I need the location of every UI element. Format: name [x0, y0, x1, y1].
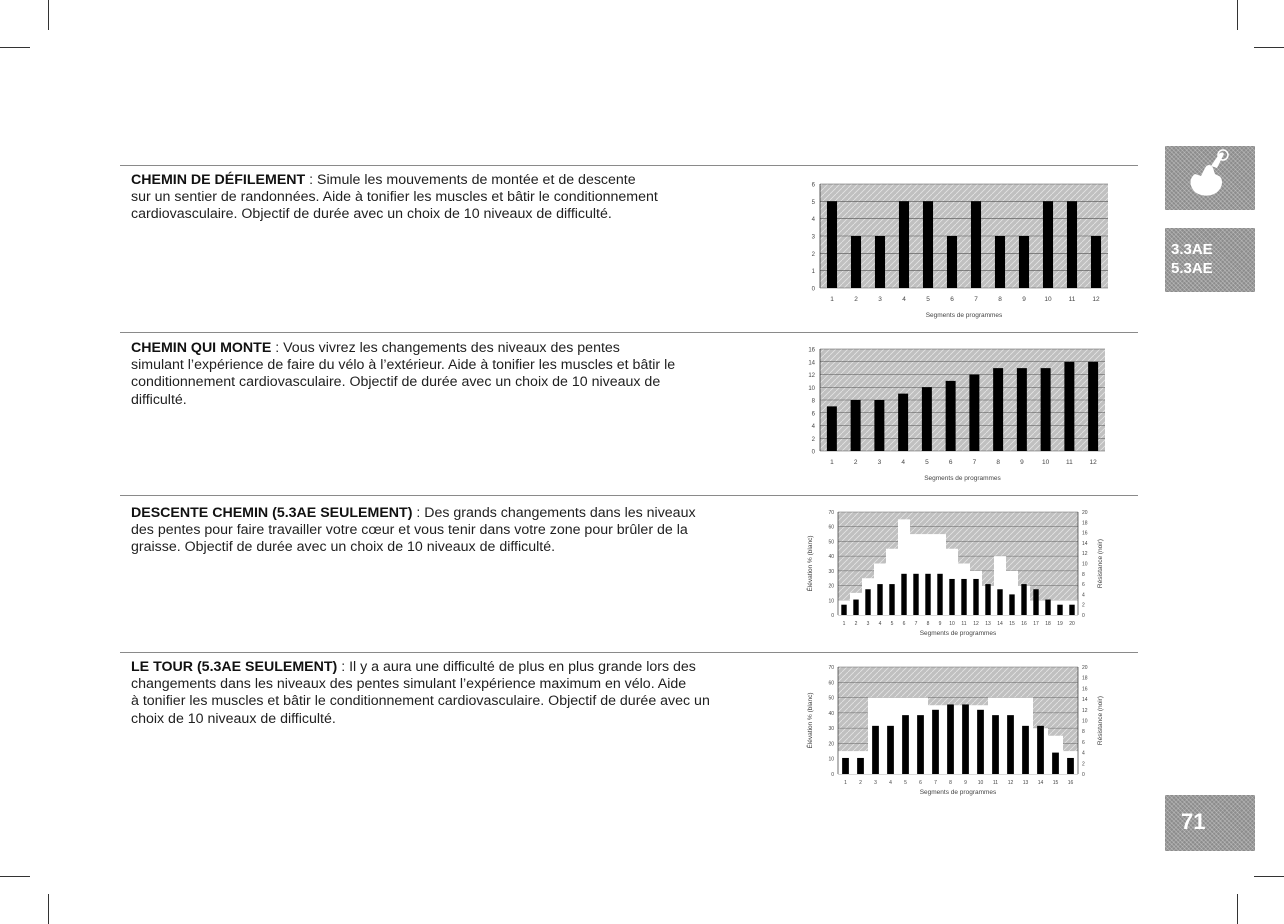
resistance-bar: [1052, 753, 1059, 774]
y-tick-label: 70: [828, 665, 834, 671]
y2-tick-label: 4: [1082, 592, 1085, 599]
x-tick-label: 12: [1092, 296, 1100, 303]
resistance-bar: [1045, 600, 1050, 615]
y2-tick-label: 8: [1082, 729, 1085, 736]
tour-chart: [800, 660, 1120, 802]
section-downhill-path: [131, 505, 791, 557]
x-tick-label: 8: [996, 459, 1000, 466]
section-body-line: : Des grands changements dans les niveaux: [412, 505, 696, 521]
bar: [1019, 236, 1029, 288]
resistance-bar: [901, 574, 906, 615]
section-body-line: : Vous vivrez les changements des niveaux des pentes: [271, 340, 620, 356]
y2-tick-label: 10: [1082, 718, 1088, 725]
x-tick-label: 20: [1069, 621, 1075, 627]
y2-tick-label: 6: [1082, 739, 1085, 746]
resistance-bar: [973, 579, 978, 615]
y2-tick-label: 12: [1082, 551, 1088, 558]
resistance-bar: [961, 579, 966, 615]
uphill-path-chart: [800, 343, 1120, 485]
bar: [1091, 236, 1101, 288]
section-body-line: : Simule les mouvements de montée et de descente: [305, 172, 636, 188]
y2-tick-label: 0: [1082, 772, 1085, 778]
downhill-path-chart: [800, 505, 1120, 647]
y-tick-label: 40: [828, 554, 834, 561]
x-tick-label: 17: [1033, 621, 1039, 627]
bar: [946, 381, 956, 451]
resistance-bar: [913, 574, 918, 615]
scroll-path-chart: [800, 176, 1120, 324]
section-body-line: simulant l’expérience de faire du vélo à l’extérieur. Aide à tonifier les muscles et bâtir le: [131, 357, 676, 374]
bar: [1067, 201, 1077, 288]
x-tick-label: 3: [877, 459, 882, 466]
x-tick-label: 7: [914, 621, 918, 627]
y-tick-label: 1: [811, 269, 815, 276]
resistance-bar: [1057, 605, 1062, 615]
x-tick-label: 12: [1007, 780, 1014, 786]
x-tick-label: 15: [1052, 780, 1059, 786]
x-tick-label: 2: [854, 621, 858, 627]
bar: [874, 400, 884, 451]
bar: [1043, 201, 1053, 288]
bar: [1064, 362, 1074, 451]
bar: [947, 236, 957, 288]
x-tick-label: 19: [1057, 621, 1063, 627]
x-tick-label: 6: [950, 296, 954, 303]
resistance-bar: [1067, 758, 1074, 774]
x-tick-label: 10: [1044, 296, 1052, 303]
section-uphill-path: [131, 340, 791, 409]
section-body-line: changements dans les niveaux des pentes simulant l’expérience maximum en vélo. Aide: [131, 676, 687, 693]
x-tick-label: 3: [878, 296, 882, 303]
resistance-bar: [889, 584, 894, 615]
y2-tick-label: 8: [1082, 571, 1085, 578]
bar: [1041, 368, 1051, 451]
y-tick-label: 10: [828, 756, 834, 763]
x-tick-label: 9: [1022, 296, 1026, 303]
y2-tick-label: 14: [1082, 540, 1088, 547]
x-tick-label: 7: [972, 459, 977, 466]
x-tick-label: 8: [998, 296, 1002, 303]
crop-mark: [48, 0, 49, 30]
section-divider: [120, 332, 1138, 333]
y-tick-label: 5: [811, 199, 815, 206]
resistance-bar: [1022, 726, 1029, 774]
resistance-bar: [902, 715, 909, 774]
section-body-line: : Il y a aura une difficulté de plus en plus grande lors des: [337, 659, 696, 675]
y-tick-label: 4: [811, 217, 815, 224]
x-tick-label: 7: [974, 296, 978, 303]
section-heading: DESCENTE CHEMIN (5.3AE SEULEMENT): [131, 505, 413, 521]
x-tick-label: 16: [1067, 780, 1074, 786]
x-tick-label: 9: [964, 780, 967, 786]
section-tour: [131, 659, 791, 728]
y-tick-label: 10: [828, 598, 834, 605]
y-tick-label: 6: [811, 182, 815, 189]
y-tick-label: 60: [828, 680, 834, 687]
section-body-line: choix de 10 niveaux de difficulté.: [131, 710, 336, 727]
resistance-bar: [1021, 584, 1026, 615]
x-tick-label: 8: [926, 621, 930, 627]
resistance-bar: [977, 710, 984, 774]
y-tick-label: 16: [808, 347, 815, 354]
model-tab: [1165, 228, 1255, 292]
y-tick-label: 20: [828, 583, 834, 590]
resistance-bar: [997, 589, 1002, 615]
bar: [1088, 362, 1098, 451]
crop-mark: [48, 894, 49, 924]
resistance-bar: [962, 704, 969, 774]
page-number-tab: [1165, 795, 1255, 851]
x-tick-label: 6: [902, 621, 906, 627]
x-tick-label: 15: [1009, 621, 1015, 627]
x-tick-label: 7: [934, 780, 937, 786]
y-tick-label: 2: [811, 251, 815, 258]
y-tick-label: 0: [831, 772, 834, 778]
crop-mark: [1237, 0, 1238, 30]
x-tick-label: 4: [902, 296, 906, 303]
x-tick-label: 3: [866, 621, 870, 627]
bar: [827, 201, 837, 288]
y-tick-label: 20: [828, 741, 834, 748]
bar: [993, 368, 1003, 451]
section-heading: LE TOUR (5.3AE SEULEMENT): [131, 659, 338, 675]
crop-mark: [1254, 876, 1284, 877]
x-tick-label: 1: [830, 296, 834, 303]
x-tick-label: 11: [1068, 296, 1076, 303]
y-tick-label: 0: [811, 286, 815, 293]
x-tick-label: 10: [977, 780, 984, 786]
x-tick-label: 5: [925, 459, 929, 466]
x-tick-label: 13: [985, 621, 991, 627]
y-tick-label: 2: [811, 436, 815, 443]
y-tick-label: 0: [831, 613, 834, 619]
bar: [875, 236, 885, 288]
resistance-bar: [887, 726, 894, 774]
y2-tick-label: 6: [1082, 582, 1085, 589]
y-tick-label: 30: [828, 726, 834, 733]
x-tick-label: 11: [1066, 459, 1073, 466]
x-tick-label: 4: [878, 621, 882, 627]
y-axis-title: Élévation % (blanc): [807, 535, 814, 592]
x-tick-label: 4: [889, 780, 892, 786]
x-tick-label: 16: [1021, 621, 1027, 627]
y2-tick-label: 16: [1082, 530, 1088, 537]
y-tick-label: 30: [828, 568, 834, 575]
bar: [971, 201, 981, 288]
crop-mark: [1254, 47, 1284, 48]
section-body-line: des pentes pour faire travailler votre cœur et vous tenir dans votre zone pour brûler de la: [131, 522, 688, 539]
resistance-bar: [937, 574, 942, 615]
x-tick-label: 9: [1020, 459, 1024, 466]
x-tick-label: 14: [997, 621, 1003, 627]
y-tick-label: 40: [828, 710, 834, 717]
x-tick-label: 2: [853, 459, 858, 466]
x-tick-label: 12: [973, 621, 979, 627]
resistance-bar: [841, 605, 846, 615]
y2-tick-label: 18: [1082, 675, 1088, 682]
resistance-bar: [992, 715, 999, 774]
y-tick-label: 3: [811, 234, 815, 241]
y2-tick-label: 4: [1082, 750, 1085, 757]
model-label: 3.3AE: [1171, 241, 1213, 258]
x-tick-label: 8: [949, 780, 952, 786]
resistance-bar: [853, 600, 858, 615]
y-tick-label: 0: [811, 449, 815, 456]
section-body-line: sur un sentier de randonnées. Aide à tonifier les muscles et bâtir le conditionnement: [131, 189, 658, 206]
section-heading: CHEMIN QUI MONTE: [131, 340, 272, 356]
x-axis-title: Segments de programmes: [919, 789, 997, 796]
x-tick-label: 11: [992, 780, 999, 786]
x-tick-label: 1: [844, 780, 847, 786]
bar: [851, 236, 861, 288]
section-body-line: graisse. Objectif de durée avec un choix de 10 niveaux de difficulté.: [131, 539, 556, 556]
section-body-line: difficulté.: [131, 391, 187, 408]
x-tick-label: 12: [1089, 459, 1097, 466]
bar: [898, 394, 908, 451]
y-tick-label: 4: [811, 424, 815, 430]
bar: [922, 387, 932, 451]
y-tick-label: 50: [828, 539, 834, 546]
resistance-bar: [1033, 589, 1038, 615]
resistance-bar: [1009, 594, 1014, 615]
x-tick-label: 9: [938, 621, 942, 627]
x-tick-label: 14: [1037, 780, 1044, 786]
y-tick-label: 14: [808, 360, 815, 367]
section-divider: [120, 652, 1138, 653]
y-axis-title: Élévation % (blanc): [807, 692, 814, 749]
x-axis-title: Segments de programmes: [919, 630, 997, 637]
x-tick-label: 13: [1022, 780, 1029, 786]
resistance-bar: [872, 726, 879, 774]
x-axis-title: Segments de programmes: [924, 475, 1001, 482]
x-tick-label: 2: [854, 296, 858, 303]
resistance-bar: [925, 574, 930, 615]
y2-axis-title: Résistance (noir): [1097, 695, 1104, 746]
y2-axis-title: Résistance (noir): [1097, 538, 1104, 589]
y-tick-label: 6: [811, 411, 815, 418]
bar: [923, 201, 933, 288]
y2-tick-label: 2: [1082, 602, 1085, 609]
x-tick-label: 6: [948, 459, 953, 466]
bar: [827, 406, 837, 451]
x-tick-label: 11: [961, 621, 967, 627]
bar: [851, 400, 861, 451]
y2-tick-label: 0: [1082, 613, 1085, 619]
y2-tick-label: 2: [1082, 761, 1085, 768]
x-tick-label: 2: [859, 780, 862, 786]
x-tick-label: 10: [1042, 459, 1050, 466]
resistance-bar: [1037, 726, 1044, 774]
y2-tick-label: 20: [1082, 510, 1088, 516]
x-axis-title: Segments de programmes: [925, 312, 1003, 319]
y-tick-label: 60: [828, 524, 834, 531]
model-label: 5.3AE: [1171, 260, 1213, 277]
resistance-bar: [877, 584, 882, 615]
hand-pointer-icon: [1165, 146, 1255, 210]
resistance-bar: [947, 704, 954, 774]
x-tick-label: 4: [901, 459, 905, 466]
y-tick-label: 70: [828, 510, 834, 516]
resistance-bar: [985, 584, 990, 615]
resistance-bar: [857, 758, 864, 774]
y-tick-label: 10: [808, 385, 815, 392]
bar: [969, 375, 979, 452]
page-number: 71: [1181, 809, 1206, 834]
y-tick-label: 12: [808, 373, 815, 379]
x-tick-label: 5: [904, 780, 907, 786]
section-body-line: à tonifier les muscles et bâtir le conditionnement cardiovasculaire. Objectif de durée avec un: [131, 693, 710, 710]
y-tick-label: 50: [828, 695, 834, 702]
section-tab-icon: [1165, 146, 1255, 210]
bar: [995, 236, 1005, 288]
x-tick-label: 3: [874, 780, 877, 786]
x-tick-label: 10: [949, 621, 955, 627]
x-tick-label: 1: [830, 459, 834, 466]
y-tick-label: 8: [811, 398, 815, 405]
crop-mark: [0, 876, 30, 877]
y2-tick-label: 18: [1082, 520, 1088, 527]
x-tick-label: 1: [842, 621, 846, 627]
resistance-bar: [917, 715, 924, 774]
resistance-bar: [1069, 605, 1074, 615]
section-scroll-path: [131, 172, 791, 224]
crop-mark: [0, 47, 30, 48]
section-body-line: cardiovasculaire. Objectif de durée avec un choix de 10 niveaux de difficulté.: [131, 206, 612, 223]
x-tick-label: 5: [926, 296, 930, 303]
bar: [1017, 368, 1027, 451]
y2-tick-label: 14: [1082, 697, 1088, 704]
section-divider: [120, 165, 1138, 166]
bar: [899, 201, 909, 288]
x-tick-label: 18: [1045, 621, 1051, 627]
x-tick-label: 6: [919, 780, 922, 786]
crop-mark: [1237, 894, 1238, 924]
y2-tick-label: 10: [1082, 561, 1088, 568]
x-tick-label: 5: [890, 621, 894, 627]
section-body-line: conditionnement cardiovasculaire. Objectif de durée avec un choix de 10 niveaux de: [131, 374, 661, 391]
section-heading: CHEMIN DE DÉFILEMENT: [131, 172, 306, 188]
section-divider: [120, 495, 1138, 496]
resistance-bar: [932, 710, 939, 774]
resistance-bar: [1007, 715, 1014, 774]
y2-tick-label: 16: [1082, 686, 1088, 693]
y2-tick-label: 12: [1082, 707, 1088, 714]
y2-tick-label: 20: [1082, 665, 1088, 671]
resistance-bar: [842, 758, 849, 774]
resistance-bar: [865, 589, 870, 615]
resistance-bar: [949, 579, 954, 615]
